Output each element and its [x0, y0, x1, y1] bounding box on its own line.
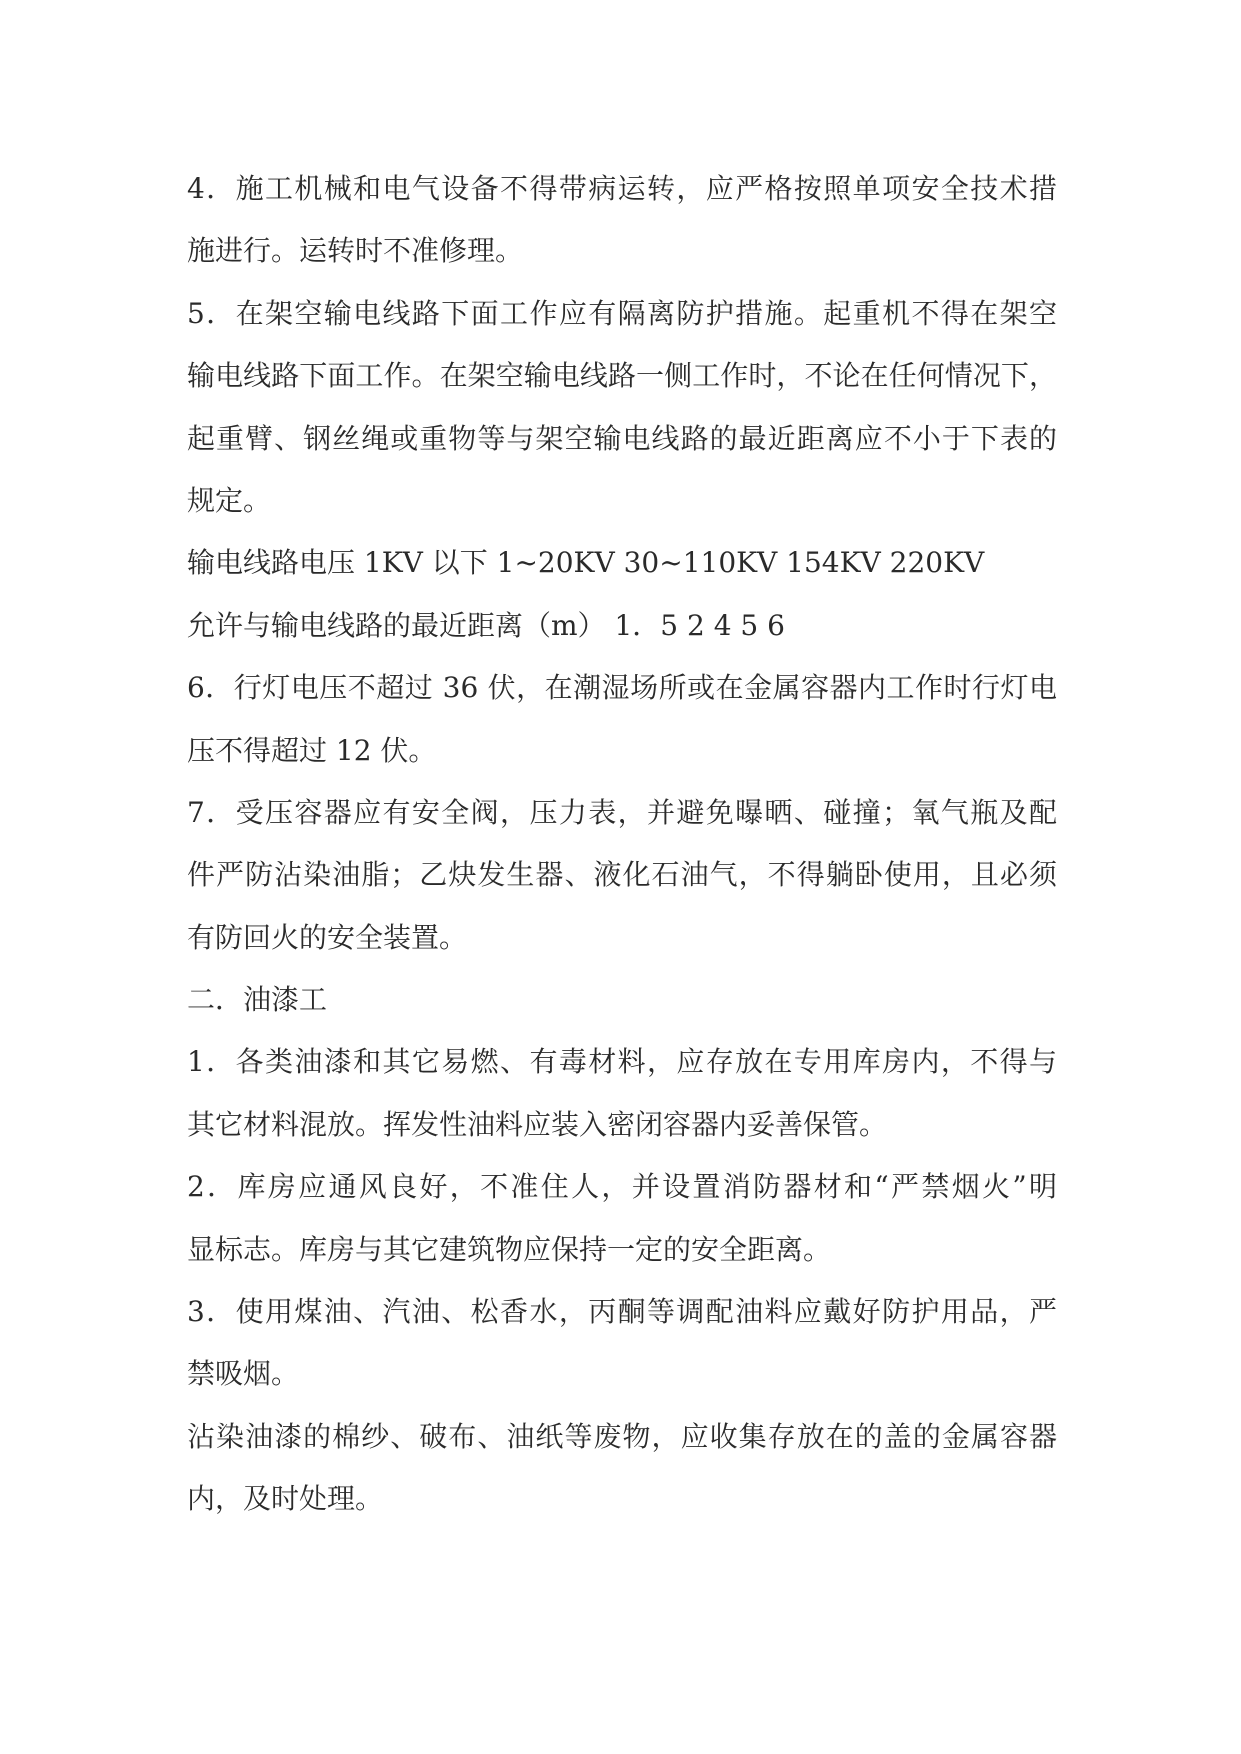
text-line: 其它材料混放。挥发性油料应装入密闭容器内妥善保管。 [187, 1107, 888, 1141]
text-line: 2．库房应通风良好，不准住人，并设置消防器材和“严禁烟火”明 [187, 1170, 1057, 1204]
text-line: 压不得超过 12 伏。 [187, 733, 437, 767]
text-line: 6．行灯电压不超过 36 伏，在潮湿场所或在金属容器内工作时行灯电 [187, 671, 1057, 705]
text-line: 起重臂、钢丝绳或重物等与架空输电线路的最近距离应不小于下表的 [187, 421, 1057, 455]
text-line: 有防回火的安全装置。 [187, 920, 468, 954]
text-line: 3．使用煤油、汽油、松香水，丙酮等调配油料应戴好防护用品，严 [187, 1295, 1057, 1329]
section-heading: 二．油漆工 [187, 983, 328, 1017]
text-line: 7．受压容器应有安全阀，压力表，并避免曝晒、碰撞；氧气瓶及配 [187, 795, 1057, 829]
text-line: 施进行。运转时不准修理。 [187, 234, 524, 268]
text-line: 禁吸烟。 [187, 1357, 300, 1391]
table-row-distance: 允许与输电线路的最近距离（m） 1．5 2 4 5 6 [187, 608, 785, 642]
text-line: 件严防沾染油脂；乙炔发生器、液化石油气，不得躺卧使用，且必须 [187, 858, 1057, 892]
text-line: 沾染油漆的棉纱、破布、油纸等废物，应收集存放在的盖的金属容器 [187, 1419, 1057, 1453]
text-line: 显标志。库房与其它建筑物应保持一定的安全距离。 [187, 1232, 832, 1266]
text-line: 5．在架空输电线路下面工作应有隔离防护措施。起重机不得在架空 [187, 296, 1057, 330]
document-body [187, 158, 1057, 1531]
text-line: 输电线路下面工作。在架空输电线路一侧工作时，不论在任何情况下， [187, 359, 1057, 393]
text-line: 1．各类油漆和其它易燃、有毒材料，应存放在专用库房内，不得与 [187, 1045, 1057, 1079]
text-line: 内，及时处理。 [187, 1482, 384, 1516]
text-line: 4．施工机械和电气设备不得带病运转，应严格按照单项安全技术措 [187, 172, 1057, 205]
table-row-voltage: 输电线路电压 1KV 以下 1~20KV 30~110KV 154KV 220KV [187, 546, 985, 580]
text-line: 规定。 [187, 483, 272, 517]
